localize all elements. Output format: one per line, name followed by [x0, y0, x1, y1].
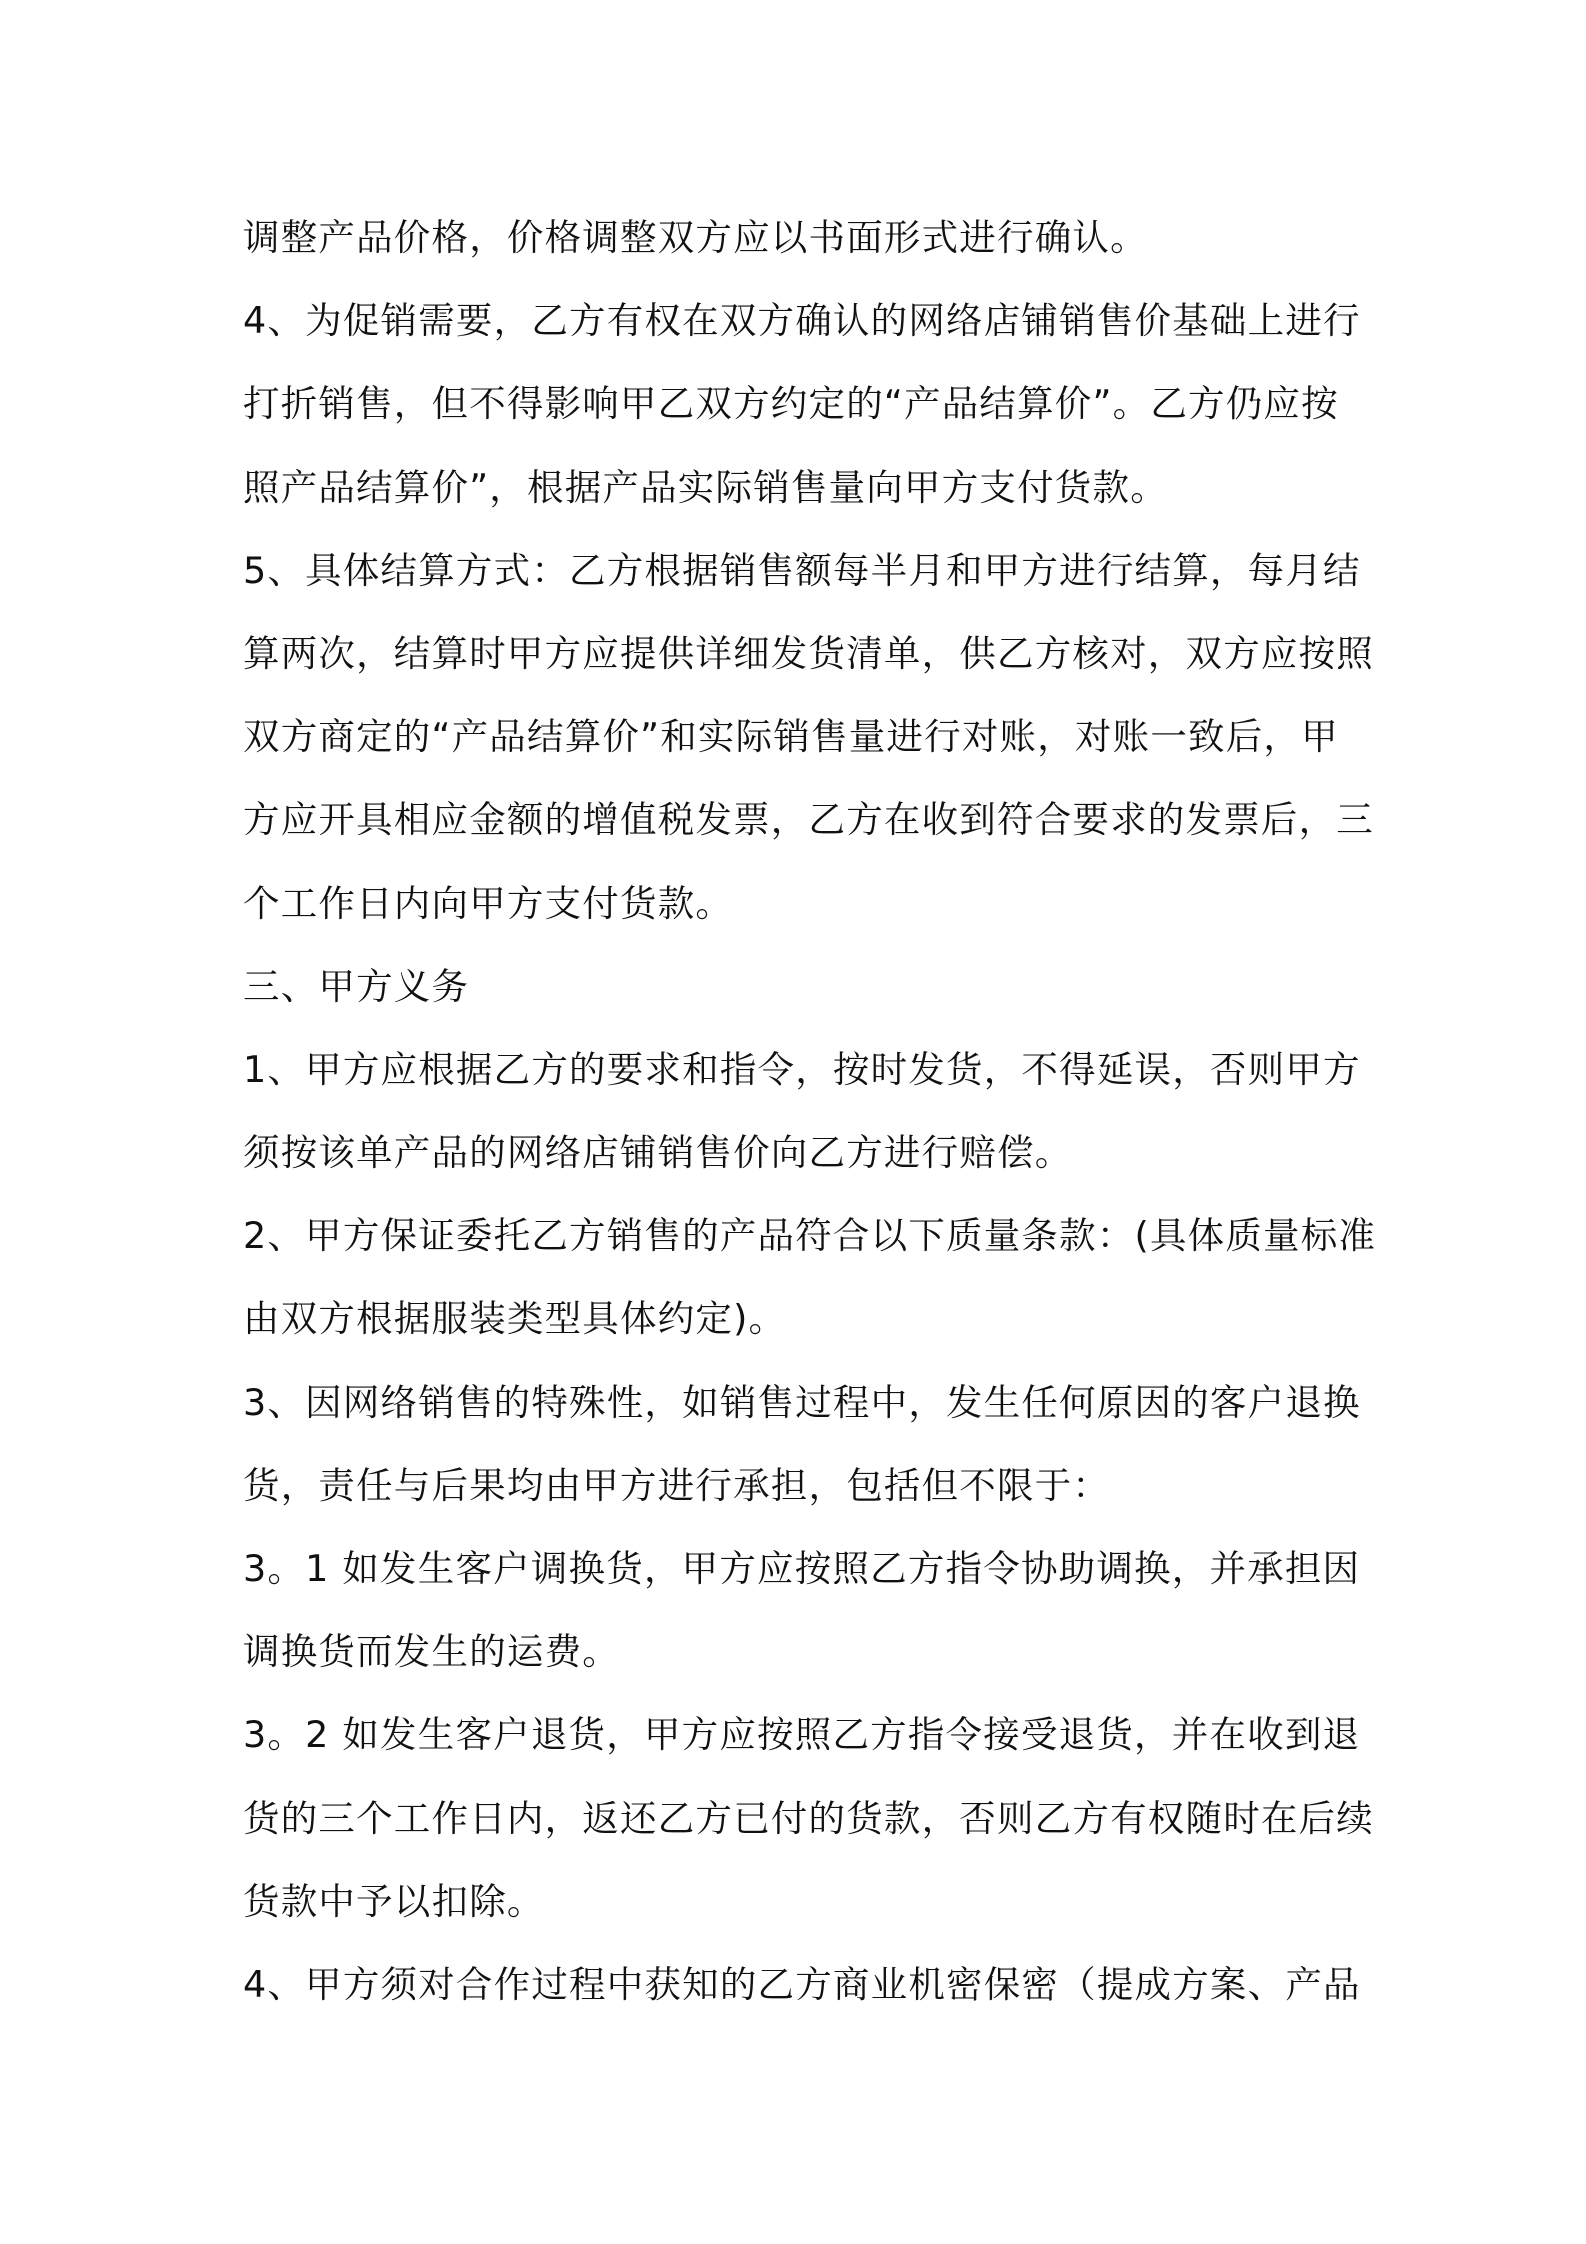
text-line: 1、甲方应根据乙方的要求和指令，按时发货，不得延误，否则甲方	[243, 1047, 1361, 1091]
document-body	[243, 196, 1377, 2026]
text-line: 3。2 如发生客户退货，甲方应按照乙方指令接受退货，并在收到退	[243, 1713, 1361, 1757]
paragraph-item-5-settlement	[243, 529, 1374, 945]
text-line: 双方商定的“产品结算价”和实际销售量进行对账，对账一致后，甲	[243, 715, 1339, 759]
paragraph-obligation-1	[243, 1028, 1363, 1194]
text-line: 5、具体结算方式：乙方根据销售额每半月和甲方进行结算，每月结	[243, 548, 1361, 592]
text-line: 算两次，结算时甲方应提供详细发货清单，供乙方核对，双方应按照	[243, 631, 1374, 675]
paragraph-obligation-4	[243, 1943, 1363, 2026]
paragraph-price-adjustment	[243, 196, 1363, 279]
text-line: 个工作日内向甲方支付货款。	[243, 881, 734, 925]
text-line: 3、因网络销售的特殊性，如销售过程中，发生任何原因的客户退换	[243, 1380, 1361, 1424]
section-heading-party-a-obligations	[243, 945, 1363, 1028]
text-line: 方应开具相应金额的增值税发票，乙方在收到符合要求的发票后，三	[243, 798, 1374, 842]
text-line: 货的三个工作日内，返还乙方已付的货款，否则乙方有权随时在后续	[243, 1796, 1374, 1840]
text-line: 4、为促销需要，乙方有权在双方确认的网络店铺销售价基础上进行	[243, 299, 1361, 343]
text-line: 打折销售，但不得影响甲乙双方约定的“产品结算价”。乙方仍应按	[243, 382, 1339, 426]
paragraph-obligation-3	[243, 1361, 1363, 1527]
text-line: 调整产品价格，价格调整双方应以书面形式进行确认。	[243, 216, 1148, 259]
text-line: 照产品结算价”，根据产品实际销售量向甲方支付货款。	[243, 465, 1168, 509]
paragraph-obligation-3-2	[243, 1693, 1374, 1943]
text-line: 货，责任与后果均由甲方进行承担，包括但不限于：	[243, 1463, 1111, 1507]
paragraph-obligation-3-1	[243, 1527, 1363, 1693]
text-line: 调换货而发生的运费。	[243, 1630, 620, 1674]
section-heading: 三、甲方义务	[243, 964, 470, 1008]
text-line: 2、甲方保证委托乙方销售的产品符合以下质量条款：(具体质量标准	[243, 1214, 1377, 1258]
text-line: 须按该单产品的网络店铺销售价向乙方进行赔偿。	[243, 1131, 1073, 1175]
text-line: 由双方根据服装类型具体约定)。	[243, 1297, 787, 1341]
text-line: 4、甲方须对合作过程中获知的乙方商业机密保密（提成方案、产品	[243, 1962, 1361, 2006]
paragraph-obligation-2	[243, 1194, 1377, 1360]
paragraph-item-4-promotion	[243, 279, 1363, 529]
text-line: 货款中予以扣除。	[243, 1879, 545, 1923]
text-line: 3。1 如发生客户调换货，甲方应按照乙方指令协助调换，并承担因	[243, 1547, 1361, 1590]
